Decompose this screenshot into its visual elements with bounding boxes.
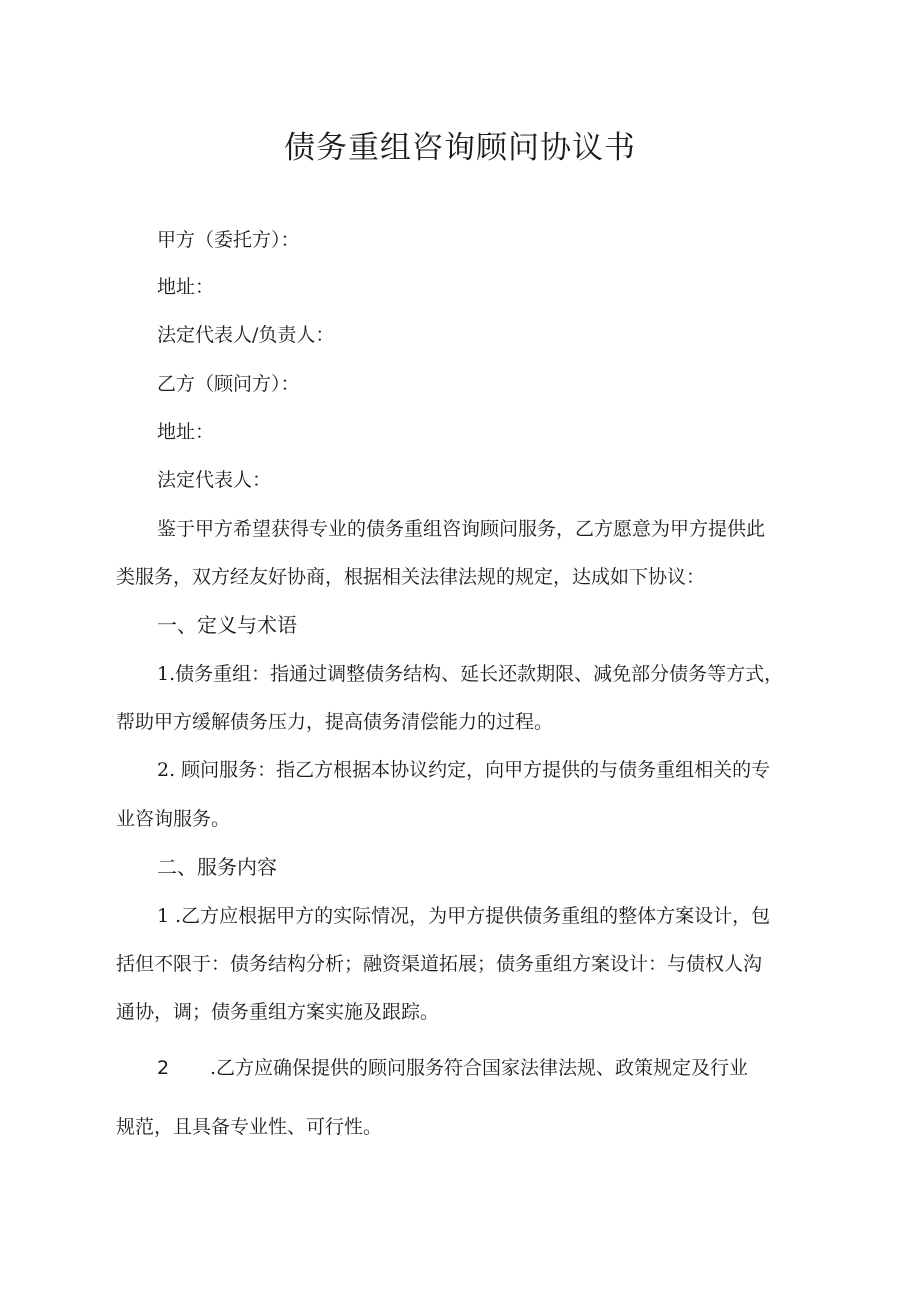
section-2-item-1-line-2: 括但不限于：债务结构分析；融资渠道拓展；债务重组方案设计：与债权人沟 <box>116 953 763 975</box>
section-1-item-2-line-1: 2. 顾问服务：指乙方根据本协议约定，向甲方提供的与债务重组相关的专 <box>157 759 771 781</box>
preamble-line-2: 类服务，双方经友好协商，根据相关法律法规的规定，达成如下协议： <box>116 566 706 588</box>
document-title: 债务重组咨询顾问协议书 <box>284 130 636 166</box>
section-2-item-1-line-3: 通协，调；债务重组方案实施及跟踪。 <box>116 1001 440 1023</box>
section-1-heading: 一、定义与术语 <box>157 613 297 637</box>
party-b-label: 乙方（顾问方）： <box>157 373 300 395</box>
party-b-address: 地址： <box>157 421 215 443</box>
section-2-item-2-line-1: .乙方应确保提供的顾问服务符合国家法律法规、政策规定及行业 <box>210 1057 749 1079</box>
party-a-address: 地址： <box>157 276 215 298</box>
section-2-item-2-number: 2 <box>157 1057 170 1079</box>
party-a-representative: 法定代表人/负责人： <box>157 324 335 346</box>
preamble-line-1: 鉴于甲方希望获得专业的债务重组咨询顾问服务，乙方愿意为甲方提供此 <box>157 518 766 540</box>
section-1-item-2-line-2: 业咨询服务。 <box>116 808 231 830</box>
section-2-item-2-line-2: 规范，且具备专业性、可行性。 <box>116 1116 383 1138</box>
section-1-item-1-line-1: 1.债务重组：指通过调整债务结构、延长还款期限、减免部分债务等方式， <box>157 663 784 685</box>
section-2-item-1-line-1: 1 .乙方应根据甲方的实际情况，为甲方提供债务重组的整体方案设计，包 <box>157 905 771 927</box>
party-b-representative: 法定代表人： <box>157 469 272 491</box>
party-a-label: 甲方（委托方）： <box>157 229 300 251</box>
section-2-heading: 二、服务内容 <box>157 855 277 879</box>
section-1-item-1-line-2: 帮助甲方缓解债务压力，提高债务清偿能力的过程。 <box>116 711 554 733</box>
